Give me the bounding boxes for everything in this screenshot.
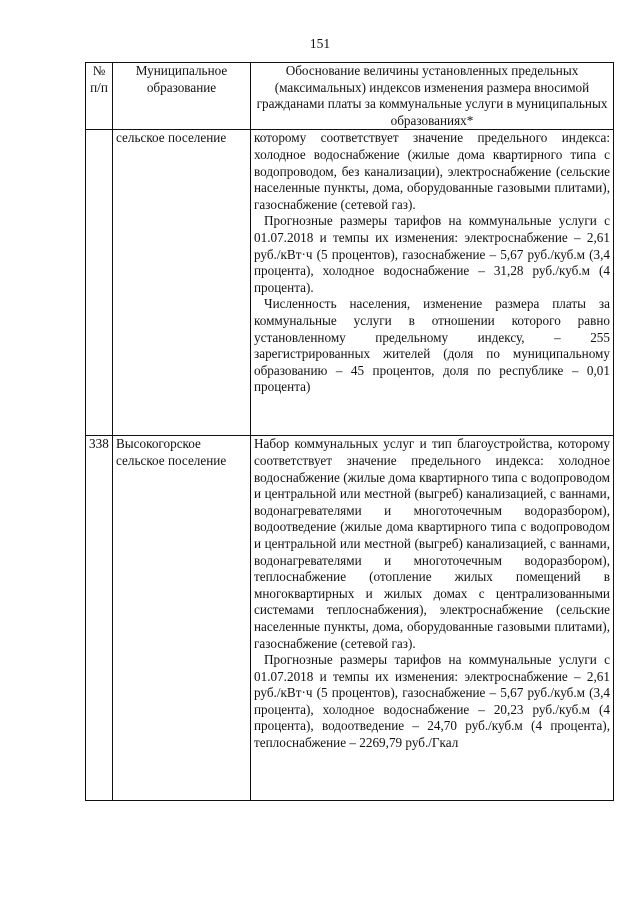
basis-paragraph: Прогнозные размеры тарифов на коммунальные услуги с 01.07.2018 и темпы их изменения: электроснабжение – 2,61 руб./кВт·ч (5 процентов), газоснабжение – 5,67 руб./куб.м (3,4 процента), холодное водоснабжение – 31,28 руб./куб.м (4 процента). bbox=[254, 213, 610, 295]
row-number: 338 bbox=[86, 436, 113, 801]
row-basis bbox=[251, 130, 614, 436]
basis-paragraph: Прогнозные размеры тарифов на коммунальные услуги с 01.07.2018 и темпы их изменения: электроснабжение – 2,61 руб./кВт·ч (5 процентов), газоснабжение – 5,67 руб./куб.м (3,4 процента), холодное водоснабжение – 20,23 руб./куб.м (4 процента), водоотведение – 24,70 руб./куб.м (4 процента), теплоснабжение – 2269,79 руб./Гкал bbox=[254, 652, 610, 751]
header-number: № п/п bbox=[86, 63, 113, 130]
row-basis bbox=[251, 436, 614, 801]
page-number: 151 bbox=[309, 36, 331, 51]
row-municipality: сельское поселение bbox=[113, 130, 251, 436]
header-basis: Обоснование величины установленных предельных (максимальных) индексов изменения размера вносимой гражданами платы за коммунальные услуги в муниципальных образованиях* bbox=[251, 63, 614, 130]
table-row bbox=[86, 130, 614, 436]
header-municipality: Муниципальное образование bbox=[113, 63, 251, 130]
basis-paragraph: Набор коммунальных услуг и тип благоустройства, которому соответствует значение предельного индекса: холодное водоснабжение (жилые дома квартирного типа с водопроводом и центральной или местной (выгреб) канализацией, с ваннами, водонагревателями и многоточечным водоразбором), водоотведение (жилые дома квартирного типа с водопроводом и центральной или местной (выгреб) канализацией, с ваннами, водонагревателями и многоточечным водоразбором), теплоснабжение (отопление жилых помещений в многоквартирных и жилых домах с централизованными системами теплоснабжения), электроснабжение (сельские населенные пункты, дома, оборудованные газовыми плитами), газоснабжение (сетевой газ). bbox=[254, 436, 610, 651]
basis-paragraph: которому соответствует значение предельного индекса: холодное водоснабжение (жилые дома квартирного типа с водопроводом, без канализации), электроснабжение (сельские населенные пункты, дома, оборудованные газовыми плитами), газоснабжение (сетевой газ). bbox=[254, 130, 610, 212]
tariff-table bbox=[85, 62, 614, 801]
row-municipality: Высокогорское сельское поселение bbox=[113, 436, 251, 801]
row-number bbox=[86, 130, 113, 436]
table-row bbox=[86, 436, 614, 801]
table-header-row bbox=[86, 63, 614, 130]
basis-paragraph: Численность населения, изменение размера платы за коммунальные услуги в отношении которого равно установленному предельному индексу, – 255 зарегистрированных жителей (доля по муниципальному образованию – 45 процентов, доля по республике – 0,01 процента) bbox=[254, 296, 610, 395]
